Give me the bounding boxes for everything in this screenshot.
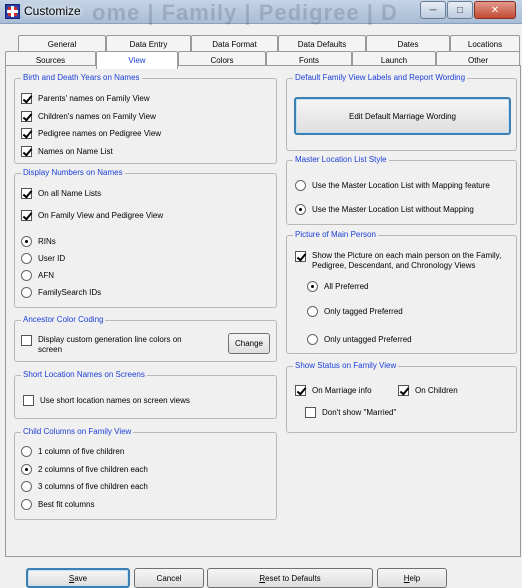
short-location-names-checkbox[interactable]	[23, 395, 190, 406]
app-icon	[5, 4, 20, 19]
background-window-text: ome | Family | Pedigree | D	[92, 0, 398, 25]
change-colors-button[interactable]: Change	[228, 333, 270, 354]
checkbox-box[interactable]	[305, 407, 316, 418]
radio-label: 3 columns of five children each	[38, 482, 148, 491]
edit-marriage-wording-button[interactable]: Edit Default Marriage Wording	[294, 97, 511, 135]
radio-circle[interactable]	[21, 464, 32, 475]
radio-label: Use the Master Location List with Mapping feature	[312, 181, 490, 190]
checkbox-label: On Family View and Pedigree View	[38, 211, 164, 220]
tab-data-format[interactable]: Data Format	[191, 35, 278, 52]
checkbox-label: Use short location names on screen views	[40, 396, 190, 405]
tab-dates[interactable]: Dates	[366, 35, 450, 52]
radio-circle[interactable]	[21, 481, 32, 492]
with-mapping-radio[interactable]	[295, 180, 490, 191]
checkbox-label: Show the Picture on each main person on the Family, Pedigree, Descendant, and Chronology Views	[312, 251, 502, 270]
names-on-name-list-checkbox[interactable]	[21, 146, 113, 157]
afn-radio[interactable]	[21, 270, 54, 281]
radio-label: AFN	[38, 271, 54, 280]
reset-label: eset to Defaults	[265, 573, 321, 583]
tab-data-entry[interactable]: Data Entry	[106, 35, 191, 52]
radio-circle[interactable]	[295, 204, 306, 215]
only-untagged-preferred-radio[interactable]	[307, 334, 412, 345]
display-numbers-group	[14, 168, 277, 308]
one-column-radio[interactable]	[21, 446, 124, 457]
checkbox-label: Children's names on Family View	[38, 112, 156, 121]
cancel-button[interactable]: Cancel	[134, 568, 204, 588]
pedigree-names-checkbox[interactable]	[21, 128, 161, 139]
checkbox-box[interactable]	[21, 93, 32, 104]
checkbox-box[interactable]	[21, 111, 32, 122]
birth-death-years-group	[14, 73, 277, 164]
radio-circle[interactable]	[21, 499, 32, 510]
child-columns-group	[14, 427, 277, 520]
tab-launch[interactable]: Launch	[352, 51, 436, 68]
group-title: Birth and Death Years on Names	[23, 73, 140, 82]
window-title: Customize	[24, 4, 81, 18]
radio-circle[interactable]	[21, 446, 32, 457]
best-fit-columns-radio[interactable]	[21, 499, 94, 510]
radio-circle[interactable]	[21, 253, 32, 264]
short-location-names-group	[14, 370, 277, 419]
on-marriage-info-checkbox[interactable]	[295, 385, 372, 396]
reset-mnemonic: R	[259, 573, 266, 583]
group-title: Child Columns on Family View	[23, 427, 132, 436]
group-title: Ancestor Color Coding	[23, 315, 104, 324]
user-id-radio[interactable]	[21, 253, 65, 264]
checkbox-box[interactable]	[295, 251, 306, 262]
radio-label: 2 columns of five children each	[38, 465, 148, 474]
tab-other[interactable]: Other	[436, 51, 520, 68]
checkbox-label: Names on Name List	[38, 147, 113, 156]
checkbox-label: On Children	[415, 386, 458, 395]
all-preferred-radio[interactable]	[307, 281, 368, 292]
tab-data-defaults[interactable]: Data Defaults	[278, 35, 366, 52]
two-columns-radio[interactable]	[21, 464, 148, 475]
group-title: Picture of Main Person	[295, 230, 376, 239]
radio-label: Only tagged Preferred	[324, 307, 403, 316]
group-title: Default Family View Labels and Report Wording	[295, 73, 466, 82]
help-label: elp	[409, 573, 421, 583]
tab-colors[interactable]: Colors	[178, 51, 266, 68]
radio-circle[interactable]	[21, 287, 32, 298]
radio-label: 1 column of five children	[38, 447, 125, 456]
tab-fonts[interactable]: Fonts	[266, 51, 352, 68]
default-labels-group	[286, 73, 517, 151]
on-children-checkbox[interactable]	[398, 385, 458, 396]
minimize-button[interactable]: ─	[420, 1, 446, 19]
radio-circle[interactable]	[21, 270, 32, 281]
ancestor-color-coding-group	[14, 315, 277, 362]
window-controls	[419, 1, 516, 19]
on-family-pedigree-view-checkbox[interactable]	[21, 210, 163, 221]
radio-circle[interactable]	[307, 281, 318, 292]
show-status-group	[286, 361, 517, 433]
custom-generation-colors-checkbox[interactable]	[21, 335, 191, 355]
group-title: Display Numbers on Names	[23, 168, 123, 177]
checkbox-label: Pedigree names on Pedigree View	[38, 129, 162, 138]
checkbox-label: On Marriage info	[312, 386, 372, 395]
childrens-names-checkbox[interactable]	[21, 111, 156, 122]
familysearch-ids-radio[interactable]	[21, 287, 101, 298]
save-mnemonic: S	[68, 573, 75, 583]
radio-label: All Preferred	[324, 282, 369, 291]
checkbox-label: Parents' names on Family View	[38, 94, 150, 103]
tab-locations[interactable]: Locations	[450, 35, 520, 52]
dont-show-married-checkbox[interactable]	[305, 407, 396, 418]
radio-label: Use the Master Location List without Mapping	[312, 205, 474, 214]
master-location-list-group	[286, 155, 517, 225]
parents-names-checkbox[interactable]	[21, 93, 150, 104]
on-all-name-lists-checkbox[interactable]	[21, 188, 101, 199]
tab-general[interactable]: General	[18, 35, 106, 52]
radio-circle[interactable]	[21, 236, 32, 247]
save-label: ave	[74, 573, 88, 583]
checkbox-box[interactable]	[21, 188, 32, 199]
radio-label: RINs	[38, 237, 56, 246]
reset-to-defaults-button[interactable]	[207, 568, 373, 588]
without-mapping-radio[interactable]	[295, 204, 474, 215]
radio-label: User ID	[38, 254, 66, 263]
checkbox-box[interactable]	[23, 395, 34, 406]
help-button[interactable]	[377, 568, 447, 588]
radio-label: FamilySearch IDs	[38, 288, 102, 297]
checkbox-box[interactable]	[398, 385, 409, 396]
help-mnemonic: H	[403, 573, 410, 583]
radio-label: Best fit columns	[38, 500, 95, 509]
checkbox-box[interactable]	[21, 146, 32, 157]
tab-sources[interactable]: Sources	[5, 51, 96, 68]
radio-circle[interactable]	[295, 180, 306, 191]
checkbox-box[interactable]	[21, 128, 32, 139]
radio-circle[interactable]	[307, 334, 318, 345]
save-button[interactable]	[26, 568, 130, 588]
tab-view[interactable]: View	[96, 51, 178, 69]
maximize-button[interactable]: □	[447, 1, 473, 19]
three-columns-radio[interactable]	[21, 481, 148, 492]
checkbox-box[interactable]	[21, 210, 32, 221]
rins-radio[interactable]	[21, 236, 56, 247]
main-person-picture-group	[286, 230, 517, 354]
group-title: Show Status on Family View	[295, 361, 397, 370]
checkbox-label: Don't show "Married"	[322, 408, 397, 417]
only-tagged-preferred-radio[interactable]	[307, 306, 403, 317]
title-bar	[0, 0, 522, 24]
show-picture-checkbox[interactable]	[295, 251, 510, 271]
radio-label: Only untagged Preferred	[324, 335, 412, 344]
group-title: Master Location List Style	[295, 155, 387, 164]
checkbox-label: Display custom generation line colors on screen	[38, 335, 182, 354]
close-button[interactable]: ✕	[474, 1, 516, 19]
checkbox-box[interactable]	[295, 385, 306, 396]
checkbox-label: On all Name Lists	[38, 189, 102, 198]
group-title: Short Location Names on Screens	[23, 370, 145, 379]
checkbox-box[interactable]	[21, 335, 32, 346]
radio-circle[interactable]	[307, 306, 318, 317]
